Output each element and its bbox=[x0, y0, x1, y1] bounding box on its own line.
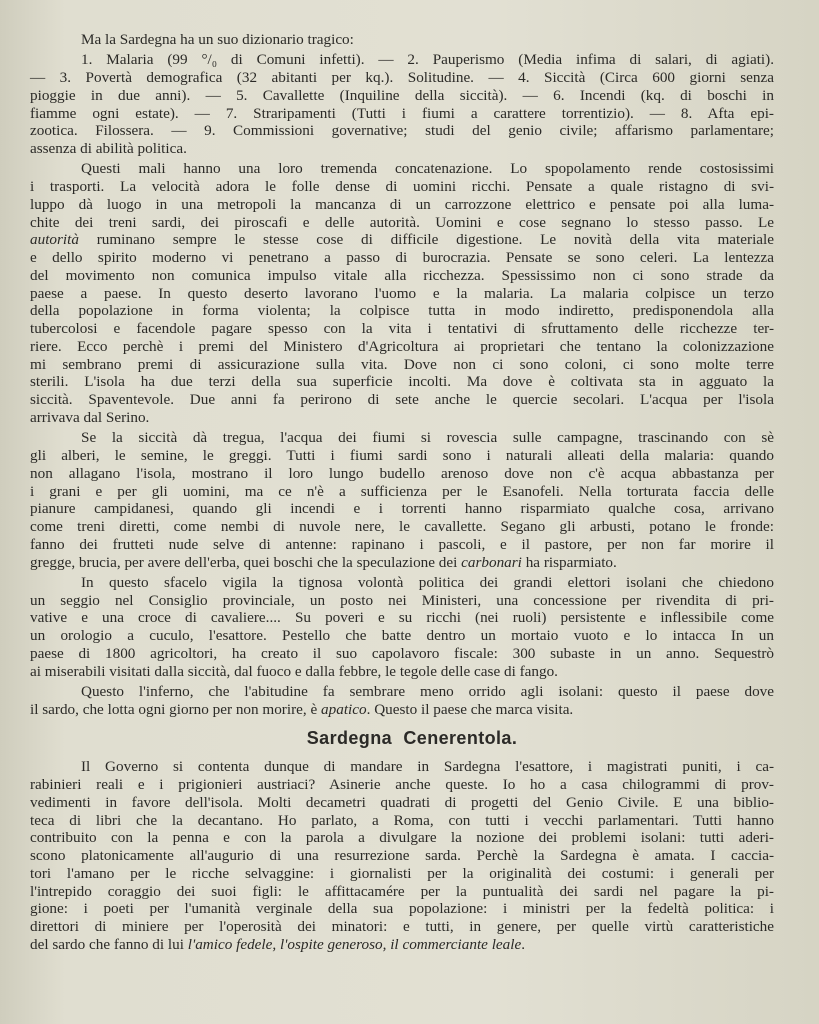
text-run: non allagano l'isola, mostrano il loro lungo budello arenoso dove non c'è acqua abbastanza per bbox=[30, 464, 774, 482]
text-line bbox=[30, 122, 774, 140]
text-line bbox=[30, 794, 774, 812]
text-line bbox=[30, 302, 774, 320]
text-line bbox=[30, 483, 774, 501]
text-run: gione: i poeti per l'umanità verginale della sua popolazione: i ministri per la fedeltà politica: i bbox=[30, 900, 774, 918]
text-line bbox=[30, 776, 774, 794]
text-line bbox=[30, 231, 774, 249]
text-line bbox=[30, 663, 774, 681]
text-line bbox=[30, 900, 774, 918]
paragraph bbox=[30, 160, 774, 426]
text-line bbox=[30, 847, 774, 865]
text-line bbox=[30, 214, 774, 232]
text-run: fiamme ogni estate). — 7. Straripamenti (Tutti i fiumi a carattere torrentizio). — 8. Afta epi- bbox=[30, 104, 774, 122]
text-run: zootica. Filossera. — 9. Commissioni governative; studi del genio civile; affarismo parlamentare; bbox=[30, 122, 774, 140]
text-run: paese a paese. In questo deserto lavorano l'uomo e la malaria. La malaria colpisce un terzo bbox=[30, 284, 774, 302]
text-run: In questo sfacelo vigila la tignosa volontà politica dei grandi elettori isolani che chiedono bbox=[81, 573, 774, 591]
text-line bbox=[30, 373, 774, 391]
text-run: i trasporti. La velocità adora le folle dense di uomini ricchi. Pensate a quale ristagno di svi- bbox=[30, 178, 774, 196]
text-run: Questi mali hanno una loro tremenda concatenazione. Lo spopolamento rende costosissimi bbox=[81, 160, 774, 178]
document-page bbox=[30, 31, 774, 956]
text-run: Se la siccità dà tregua, l'acqua dei fiumi si rovescia sulle campagne, trascinando con sè bbox=[81, 429, 774, 447]
text-line bbox=[30, 627, 774, 645]
paragraph bbox=[30, 683, 774, 719]
text-run: arrivava dal Serino. bbox=[30, 408, 150, 426]
text-line bbox=[30, 683, 774, 701]
text-line bbox=[30, 429, 774, 447]
paragraph bbox=[30, 574, 774, 681]
text-line bbox=[30, 936, 774, 954]
text-line bbox=[30, 829, 774, 847]
text-run: pioggie in due anni). — 5. Cavallette (Inquiline della siccità). — 6. Incendi (kq. di boschi in bbox=[30, 86, 774, 104]
text-run: tubercolosi e facendole pagare spesso con la vita i tentativi di sfruttamento delle ricchezze ter- bbox=[30, 320, 774, 338]
text-run: . Questo il paese che marca visita. bbox=[366, 700, 574, 718]
text-line bbox=[30, 320, 774, 338]
text-line bbox=[30, 465, 774, 483]
text-line bbox=[30, 500, 774, 518]
paragraph bbox=[30, 429, 774, 571]
text-line bbox=[30, 574, 774, 592]
text-run: riere. Ecco perchè i premi del Ministero d'Agricoltura ai proprietari che tentano la colonizzazione bbox=[30, 337, 774, 355]
paragraph bbox=[30, 31, 774, 49]
text-run: Il Governo si contenta dunque di mandare in Sardegna l'esattore, i magistrati puniti, i ca- bbox=[81, 758, 774, 776]
text-run: ai miserabili visitati dalla siccità, dal fuoco e dalla febbre, le tegole delle case di fango. bbox=[30, 662, 558, 680]
text-line bbox=[30, 391, 774, 409]
text-line bbox=[30, 31, 774, 49]
italic-text: autorità bbox=[30, 231, 79, 249]
text-run: il sardo, che lotta ogni giorno per non morire, è bbox=[30, 700, 322, 718]
text-run: Questo l'inferno, che l'abitudine fa sembrare meno orrido agli isolani: questo il paese dove bbox=[81, 682, 774, 700]
text-run: vative e una croce di cavaliere.... Su poveri e su ricchi (nei ruoli) persistente e inflessibile come bbox=[30, 609, 774, 627]
section-sardegna-cenerentola bbox=[30, 758, 774, 953]
text-line bbox=[30, 865, 774, 883]
text-line bbox=[30, 196, 774, 214]
text-run: fanno dei frutteti nude selve di antenne: rapinano i pascoli, e il pastore, per non far morire il bbox=[30, 535, 774, 553]
text-run: contribuito con la penna e con la parola a divulgare la nozione dei problemi isolani: tutti aderi- bbox=[30, 829, 774, 847]
text-run: scono platonicamente all'augurio di una resurrezione sarda. Perchè la Sardegna è amata. I caccia- bbox=[30, 847, 774, 865]
text-line bbox=[30, 249, 774, 267]
text-line bbox=[30, 338, 774, 356]
text-run: della popolazione in forma violenta; la colpisce tutta in modo indiretto, predisponendola alla bbox=[30, 302, 774, 320]
text-line bbox=[30, 285, 774, 303]
text-run: — 3. Povertà demografica (32 abitanti per kq.). Solitudine. — 4. Siccità (Circa 600 giorni senza bbox=[30, 69, 774, 87]
text-run: assenza di abilità politica. bbox=[30, 140, 187, 158]
text-line bbox=[30, 812, 774, 830]
text-run: tori l'amano per le ricche selvaggine: i giornalisti per la originalità dei costumi: i generali per bbox=[30, 864, 774, 882]
paragraph bbox=[30, 758, 774, 953]
text-run: del sardo che fanno di lui bbox=[30, 935, 188, 953]
text-line bbox=[30, 356, 774, 374]
text-run: direttori di miniere per l'operosità dei minatori: e tutti, in genere, per quelle virtù caratteristiche bbox=[30, 918, 774, 936]
text-line bbox=[30, 105, 774, 123]
text-line bbox=[30, 609, 774, 627]
text-run: ruminano sempre le stesse cose di difficile digestione. Le novità della vita materiale bbox=[78, 231, 774, 249]
italic-text: apatico bbox=[321, 700, 367, 718]
text-run: paese di 1800 agricoltori, ha creato il suo capolavoro fiscale: 300 subaste in un anno. Sequestrò bbox=[30, 644, 774, 662]
paragraph bbox=[30, 51, 774, 158]
text-run: gli alberi, le semine, le greggi. Tutti i fiumi sardi sono i naturali alleati della malaria: quando bbox=[30, 447, 774, 465]
text-run: l'intrepido coraggio dei suoi figli: le affittacamére per la puntualità dei sardi nel pagare la pi- bbox=[30, 882, 774, 900]
text-line bbox=[30, 69, 774, 87]
text-line bbox=[30, 51, 774, 69]
text-run: 1. Malaria (99 °/₀ di Comuni infetti). — 2. Pauperismo (Media infima di salari, di agiati). bbox=[81, 51, 774, 69]
italic-text: l'amico fedele, l'ospite generoso, il commerciante leale bbox=[187, 935, 522, 953]
text-run: luppo dà luogo in una metropoli la mancanza di un carrozzone elettrico e pensate poi alla luma- bbox=[30, 195, 774, 213]
text-run: come treni diretti, come nembi di nuvole nere, le cavallette. Segano gli arbusti, potano le fronde: bbox=[30, 518, 774, 536]
text-line bbox=[30, 87, 774, 105]
text-run: gregge, brucia, per avere dell'erba, quei boschi che la speculazione dei bbox=[30, 553, 462, 571]
text-run: ha risparmiato. bbox=[521, 553, 617, 571]
text-run: del movimento non comunica impulso vitale alla ricchezza. Spessissimo non ci sono strade da bbox=[30, 266, 774, 284]
italic-text: carbonari bbox=[461, 553, 522, 571]
text-line bbox=[30, 918, 774, 936]
text-run: teca di libri che la decantano. Ho parlato, a Roma, con tutti i vecchi parlamentari. Tutti hanno bbox=[30, 811, 774, 829]
text-line bbox=[30, 701, 774, 719]
text-run: rabinieri reali e i prigionieri austriaci? Asinerie anche queste. Io ho a casa chilogrammi di prov- bbox=[30, 776, 774, 794]
text-run: mi sembrano premi di assicurazione sulla vita. Dove non ci sono coloni, ci sono molte terre bbox=[30, 355, 774, 373]
text-run: vedimenti in favore dell'isola. Molti decametri quadrati di progetti del Genio Civile. E una biblio- bbox=[30, 793, 774, 811]
text-line bbox=[30, 140, 774, 158]
text-line bbox=[30, 447, 774, 465]
text-run: e dello spirito moderno vi penetrano a passo di burocrazia. Pensate se sono celeri. La lentezza bbox=[30, 249, 774, 267]
section-heading: Sardegna Cenerentola. bbox=[306, 728, 518, 749]
text-run: chite dei treni sardi, dei piroscafi e delle autorità. Uomini e cose segnano lo stesso passo. Le bbox=[30, 213, 774, 231]
text-line bbox=[30, 409, 774, 427]
text-run: Ma la Sardegna ha un suo dizionario tragico: bbox=[81, 31, 354, 48]
section-dizionario-tragico bbox=[30, 31, 774, 718]
text-line bbox=[30, 518, 774, 536]
text-run: un orologio a cuculo, l'esattore. Pestello che batte dentro un mortaio vuoto e lo intacca In un bbox=[30, 627, 774, 645]
text-run: pianure campidanesi, quando gli incendi e i torrenti hanno risparmiato qualche cosa, arrivano bbox=[30, 500, 774, 518]
text-run: i grani e per gli uomini, ma ce n'è a sufficienza per le Esanofeli. Nella torturata faccia delle bbox=[30, 482, 774, 500]
text-line bbox=[30, 267, 774, 285]
text-line bbox=[30, 178, 774, 196]
text-run: un seggio nel Consiglio provinciale, un posto nei Ministeri, una concessione per rivendita di pri- bbox=[30, 591, 774, 609]
text-run: siccità. Spaventevole. Due anni fa perirono di sete anche le quercie secolari. L'acqua per l'isola bbox=[30, 391, 774, 409]
text-line bbox=[30, 554, 774, 572]
text-run: . bbox=[521, 935, 526, 953]
text-run: sterili. L'isola ha due terzi della sua superficie incolti. Ma dove è coltivata sta in agguato la bbox=[30, 373, 774, 391]
text-line bbox=[30, 645, 774, 663]
text-line bbox=[30, 592, 774, 610]
text-line bbox=[30, 758, 774, 776]
text-line bbox=[30, 160, 774, 178]
text-line bbox=[30, 536, 774, 554]
text-line bbox=[30, 883, 774, 901]
